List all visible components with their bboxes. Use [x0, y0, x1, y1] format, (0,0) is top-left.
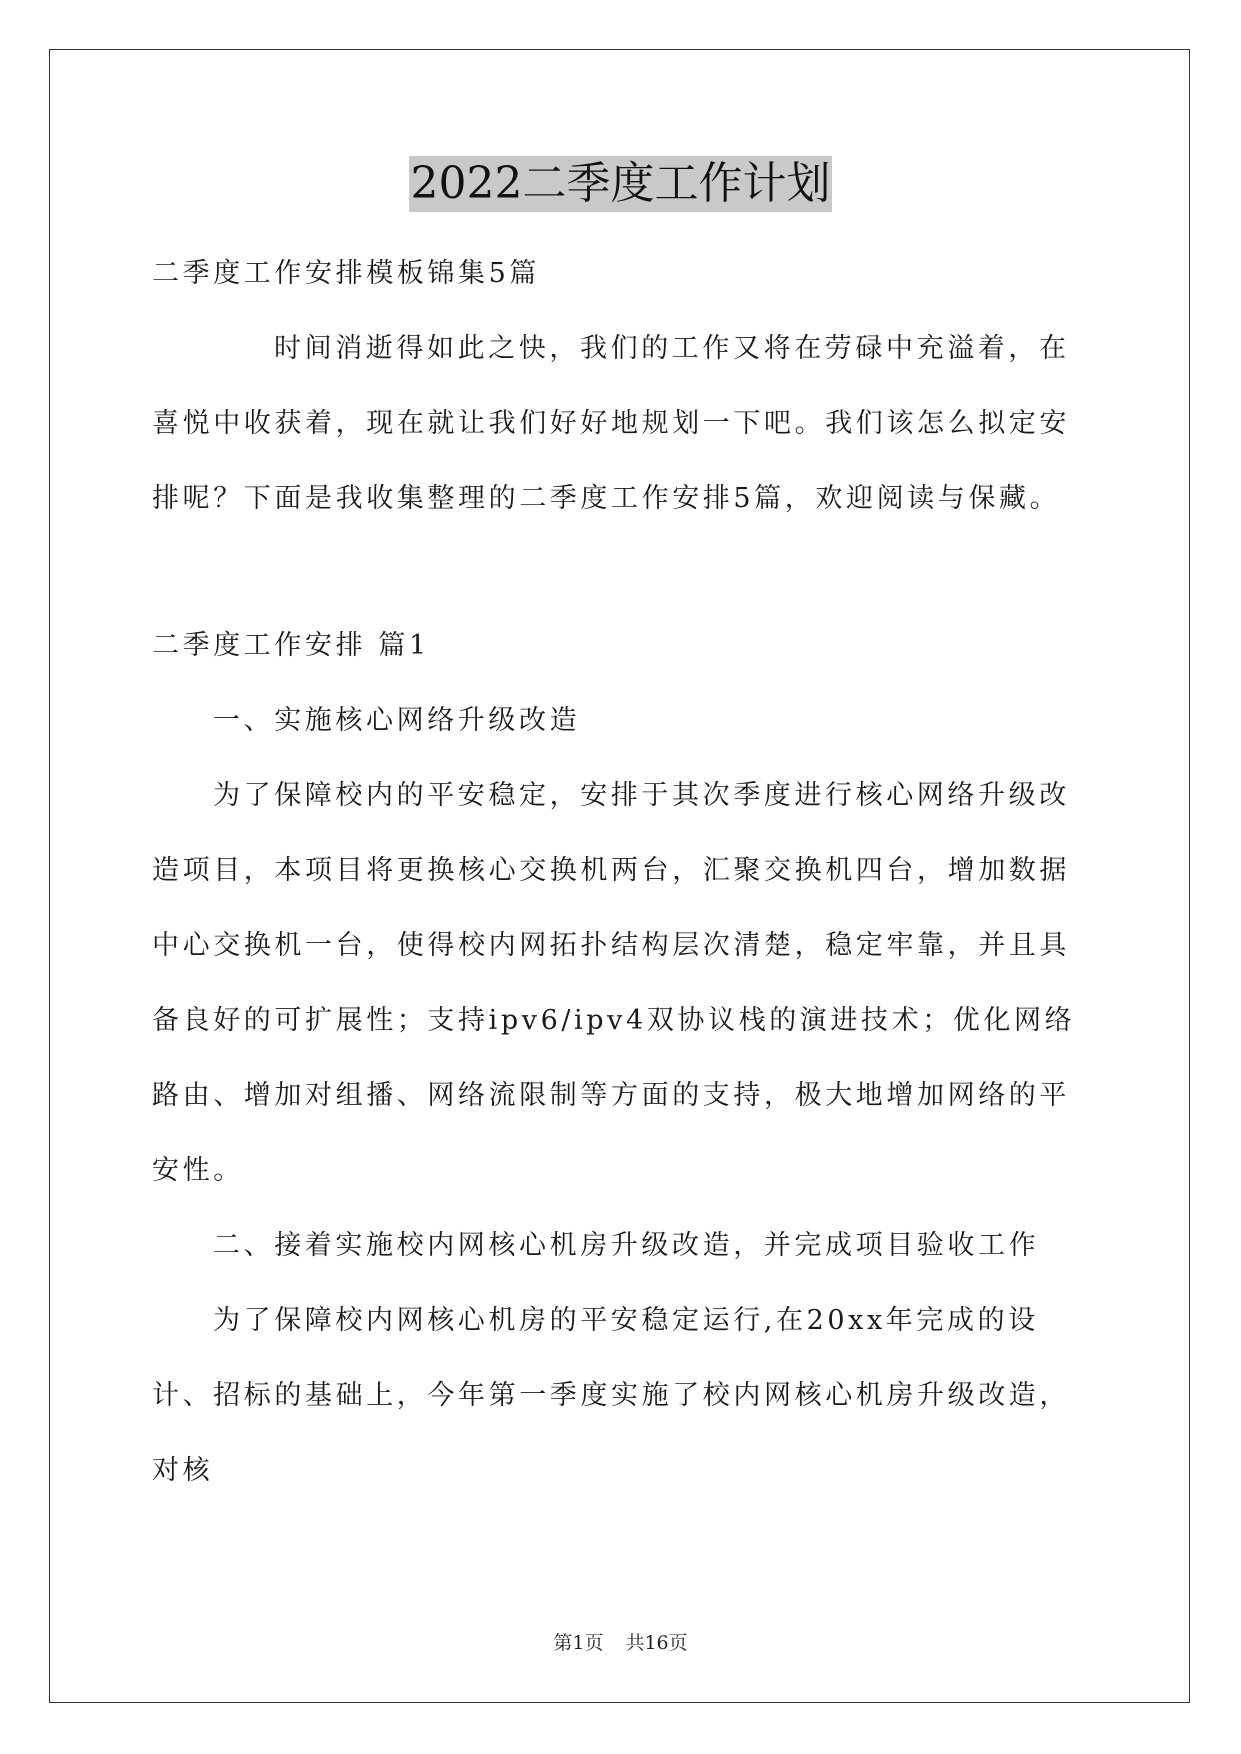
spacer — [152, 536, 1092, 608]
item1-heading: 一、实施核心网络升级改造 — [213, 705, 581, 736]
item1-body: 为了保障校内的平安稳定，安排于其次季度进行核心网络升级改造项目，本项目将更换核心交换机两台，汇聚交换机四台，增加数据中心交换机一台，使得校内网拓扑结构层次清楚，稳定牢靠，并且具备良好的可扩展性；支持ipv6/ipv4双协议栈的演进技术；优化网络路由、增加对组播、网络流限制等方面的支持，极大地增加网络的平安性。 — [152, 780, 1076, 1186]
section-heading: 二季度工作安排 篇1 — [152, 630, 430, 661]
title-container — [0, 156, 1241, 212]
page-number: 第1页 — [553, 1632, 604, 1654]
document-body — [152, 236, 1092, 1508]
item2-heading: 二、接着实施校内网核心机房升级改造，并完成项目验收工作 — [213, 1230, 1040, 1261]
page-footer — [0, 1628, 1241, 1655]
subtitle: 二季度工作安排模板锦集5篇 — [152, 258, 540, 289]
page-total: 共16页 — [625, 1632, 688, 1654]
document-title: 2022二季度工作计划 — [409, 156, 833, 212]
item2-body: 为了保障校内网核心机房的平安稳定运行,在20xx年完成的设计、招标的基础上，今年第一季度实施了校内网核心机房升级改造，对核 — [152, 1305, 1070, 1486]
intro-paragraph: 时间消逝得如此之快，我们的工作又将在劳碌中充溢着，在喜悦中收获着，现在就让我们好好地规划一下吧。我们该怎么拟定安排呢？下面是我收集整理的二季度工作安排5篇，欢迎阅读与保藏。 — [152, 333, 1070, 514]
